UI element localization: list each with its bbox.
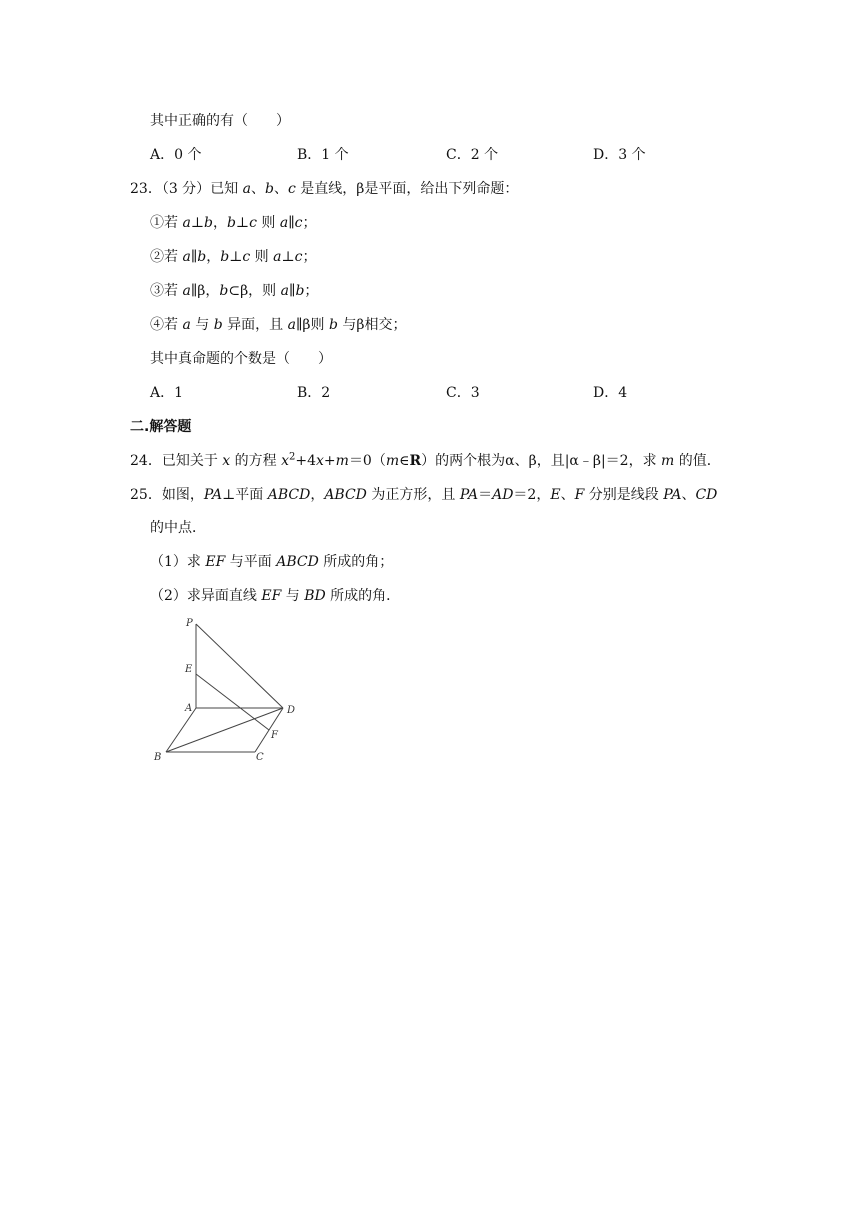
- real-set: R: [409, 453, 422, 469]
- prop-text: 则: [250, 249, 274, 265]
- prop-var: a: [273, 249, 282, 265]
- prop-var: a: [280, 283, 289, 299]
- prop-var: b: [295, 283, 305, 299]
- prop-var: b: [203, 215, 213, 231]
- prop-text: 若: [164, 283, 183, 299]
- prop-var: b: [219, 283, 229, 299]
- q25-sub-2: [150, 587, 400, 605]
- prop-text: ，: [206, 249, 221, 265]
- q24-text: ）的两个根为α、β，且|α﹣β|＝2，求: [421, 453, 662, 469]
- prop-text: ∥β，: [190, 283, 220, 299]
- circled-number: ③: [150, 283, 164, 299]
- q24-text: +4: [295, 453, 317, 469]
- var-x: x: [281, 453, 289, 469]
- sub-text: 与平面: [225, 554, 277, 570]
- q23-proposition-1: [150, 214, 317, 232]
- prop-text: 异面，且: [222, 317, 288, 333]
- var-m: m: [661, 453, 675, 469]
- q25-var: ABCD: [324, 487, 367, 503]
- prop-text: ⊥: [235, 215, 250, 231]
- prop-text: 与β相交；: [337, 317, 407, 333]
- q24-text: ∈: [399, 453, 410, 469]
- sub-text: 与: [281, 588, 305, 604]
- label-P: P: [186, 618, 193, 629]
- prop-text: ；: [304, 283, 319, 299]
- var-x: x: [316, 453, 324, 469]
- prop-text: ∥: [288, 283, 296, 299]
- var-a: a: [242, 181, 251, 197]
- q25-var: F: [574, 487, 585, 503]
- pyramid-diagram: [150, 614, 310, 766]
- q25-text: 为正方形，且: [366, 487, 460, 503]
- q25-text: 如图，: [161, 487, 204, 503]
- q23-stem: [130, 180, 518, 198]
- circled-number: ①: [150, 215, 164, 231]
- var-m: m: [385, 453, 400, 469]
- q25-var: CD: [695, 487, 718, 503]
- prop-text: ∥β则: [295, 317, 329, 333]
- q23-number: 23．: [130, 181, 162, 197]
- sub-text: 求: [186, 554, 206, 570]
- prop-var: b: [213, 317, 223, 333]
- q23-proposition-2: [150, 248, 317, 266]
- q25-stem: [130, 486, 717, 504]
- label-C: C: [256, 752, 264, 763]
- label-E: E: [185, 664, 193, 675]
- q23-option-d: D．4: [593, 385, 628, 401]
- sub-text: 所成的角；: [318, 554, 394, 570]
- q25-text: 、: [681, 487, 696, 503]
- q23-text: 、: [251, 181, 265, 197]
- prop-var: a: [182, 249, 191, 265]
- q24-text: 已知关于: [161, 453, 223, 469]
- var-b: b: [265, 181, 274, 197]
- q24-text: 的方程: [230, 453, 282, 469]
- q24-stem: [130, 452, 721, 470]
- sub-var: EF: [261, 588, 282, 604]
- prop-text: ⊥: [229, 249, 243, 265]
- q23-text: 已知: [210, 181, 243, 197]
- prop-text: 若: [164, 317, 183, 333]
- sub-number: （1）: [150, 554, 187, 570]
- sub-var: ABCD: [276, 554, 319, 570]
- diagonal-BD: [166, 708, 283, 752]
- geometry-figure: [150, 614, 310, 766]
- q25-text: 、: [560, 487, 575, 503]
- q25-text: ⊥平面: [222, 487, 268, 503]
- prop-var: a: [182, 283, 191, 299]
- prop-var: a: [182, 215, 191, 231]
- q25-var: PA: [459, 487, 479, 503]
- section-title: 二.解答题: [130, 419, 192, 435]
- sub-number: （2）: [150, 588, 187, 604]
- edge-AB: [166, 708, 196, 752]
- prop-text: ⊥: [190, 215, 204, 231]
- var-x: x: [222, 453, 231, 469]
- q25-text: 分别是线段: [584, 487, 664, 503]
- prop-text: ⊂β，则: [228, 283, 281, 299]
- q22-option-a: A．0 个: [150, 147, 202, 163]
- sub-text: 所成的角．: [325, 588, 401, 604]
- q24-text: 的值．: [674, 453, 721, 469]
- label-B: B: [154, 752, 162, 763]
- q23-stem-end: 其中真命题的个数是（ ）: [150, 351, 332, 367]
- q25-text: ＝: [478, 487, 493, 503]
- prop-text: 若: [164, 215, 183, 231]
- q25-var: PA: [663, 487, 682, 503]
- prop-var: b: [220, 249, 230, 265]
- q23-proposition-3: [150, 282, 318, 300]
- prop-text: ；: [302, 249, 317, 265]
- prop-text: ∥: [288, 215, 295, 231]
- prop-text: ，: [212, 215, 227, 231]
- q24-text: ＝0（: [348, 453, 386, 469]
- sub-var: EF: [205, 554, 226, 570]
- prop-var: b: [197, 249, 207, 265]
- q25-var: E: [550, 487, 561, 503]
- q23-option-b: B．2: [297, 385, 331, 401]
- sub-text: 求异面直线: [186, 588, 262, 604]
- circled-number: ②: [150, 249, 164, 265]
- prop-var: b: [328, 317, 338, 333]
- prop-var: b: [226, 215, 236, 231]
- segment-EF: [196, 674, 269, 730]
- prop-text: ；: [302, 215, 317, 231]
- prop-text: ⊥: [281, 249, 295, 265]
- prop-var: c: [249, 215, 257, 231]
- prop-text: 则: [256, 215, 280, 231]
- q25-text: ＝2，: [513, 487, 551, 503]
- label-F: F: [271, 730, 278, 741]
- exponent: 2: [289, 451, 296, 463]
- q25-stem-line2: 的中点．: [150, 520, 206, 536]
- prop-text: 若: [164, 249, 183, 265]
- q22-option-d: D．3 个: [593, 147, 646, 163]
- q23-option-a: A．1: [150, 385, 184, 401]
- prop-text: 与: [190, 317, 214, 333]
- q22-option-b: B．1 个: [297, 147, 349, 163]
- circled-number: ④: [150, 317, 164, 333]
- q25-text: ，: [310, 487, 325, 503]
- q22-option-c: C．2 个: [446, 147, 499, 163]
- var-c: c: [287, 181, 296, 197]
- prop-var: c: [242, 249, 251, 265]
- var-m: m: [335, 453, 349, 469]
- q22-stem-end: 其中正确的有（ ）: [150, 113, 290, 129]
- q24-text: +: [323, 453, 336, 469]
- label-A: A: [185, 703, 193, 714]
- q25-var: AD: [492, 487, 514, 503]
- prop-var: c: [294, 215, 303, 231]
- q24-number: 24．: [130, 453, 162, 469]
- q25-sub-1: [150, 553, 393, 571]
- q23-text: 是直线，β是平面，给出下列命题：: [295, 181, 519, 197]
- q25-var: ABCD: [267, 487, 311, 503]
- prop-var: a: [287, 317, 296, 333]
- q23-proposition-4: [150, 316, 406, 334]
- q23-text: 、: [273, 181, 288, 197]
- prop-text: ∥: [190, 249, 198, 265]
- q23-score: （3 分）: [161, 181, 211, 197]
- prop-var: c: [294, 249, 303, 265]
- q23-option-c: C．3: [446, 385, 480, 401]
- edge-PD: [196, 624, 283, 708]
- sub-var: BD: [304, 588, 326, 604]
- label-D: D: [287, 705, 296, 716]
- q25-number: 25．: [130, 487, 162, 503]
- prop-var: a: [279, 215, 289, 231]
- prop-var: a: [182, 317, 191, 333]
- q25-var: PA: [203, 487, 223, 503]
